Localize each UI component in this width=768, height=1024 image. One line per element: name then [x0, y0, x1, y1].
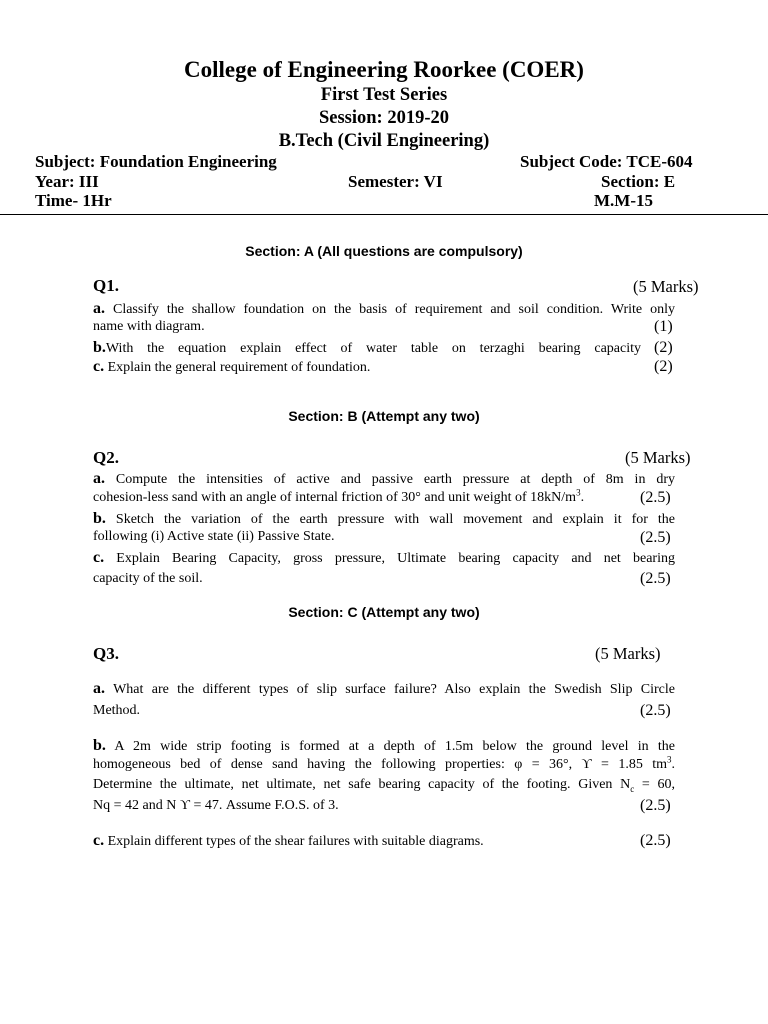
q1-a-label: a. [93, 300, 105, 317]
time: Time- 1Hr [35, 191, 112, 210]
q1-b-label: b. [93, 339, 106, 356]
q2-a-line2: cohesion-less sand with an angle of internal friction of 30° and unit weight of $18kN/m^3$. [93, 487, 585, 505]
q1-a-line2: name with diagram. [93, 319, 205, 334]
max-marks: M.M-15 [594, 191, 654, 210]
session: Session: 2019-20 [318, 108, 450, 128]
q2-c-line2: capacity of the soil. [93, 571, 203, 586]
q2-marks: (5 Marks) [625, 448, 691, 467]
section-c-heading: Section: C (Attempt any two) [288, 604, 480, 620]
subject-code: Subject Code: TCE-604 [520, 152, 693, 171]
college-title: College of Engineering Roorkee (COER) [184, 57, 584, 82]
q2-c-label: c. [93, 549, 105, 566]
semester: Semester: VI [348, 172, 443, 191]
subject: Subject: Foundation Engineering [35, 152, 277, 171]
q3-a-line1: a. What are the different types of slip surface failure? Also explain the Swedish Slip Circle [93, 680, 676, 697]
q2-b-line1: b. Sketch the variation of the earth pressure with wall movement and explain it for the [93, 510, 676, 527]
section: Section: E [601, 172, 676, 191]
q3-label: Q3. [93, 644, 119, 663]
q1-c-line1: c. Explain the general requirement of foundation. [93, 358, 371, 375]
q3-b-marks: (2.5) [640, 797, 671, 814]
q3-b-line1: b. A 2m wide strip footing is formed at a depth of 1.5m below the ground level in the [93, 737, 675, 754]
q3-a-label: a. [93, 680, 105, 697]
test-series: First Test Series [320, 85, 448, 105]
q2-b-marks: (2.5) [640, 529, 671, 546]
q1-b-marks: (2) [654, 339, 673, 356]
q2-b-line2: following (i) Active state (ii) Passive State. [93, 529, 335, 544]
q3-c-marks: (2.5) [640, 832, 671, 849]
q3-b-line3: Determine the ultimate, net ultimate, net safe bearing capacity of the footing. Given $N_c = 60$, [93, 777, 675, 794]
q1-label: Q1. [93, 276, 119, 295]
q1-c-label: c. [93, 358, 105, 375]
section-b-heading: Section: B (Attempt any two) [288, 408, 480, 424]
q3-marks: (5 Marks) [595, 644, 661, 663]
q1-b-line1: b.With the equation explain effect of water table on terzaghi bearing capacity [93, 339, 641, 356]
q2-a-line1: a. Compute the intensities of active and passive earth pressure at depth of 8m in dry [93, 470, 676, 487]
q3-b-line2: homogeneous bed of dense sand having the following properties: φ = 36°, ϒ = 1.85 $tm^3$. [93, 754, 675, 772]
q2-a-label: a. [93, 470, 105, 487]
q3-c-line1: c. Explain different types of the shear failures with suitable diagrams. [93, 832, 484, 849]
header-divider [0, 214, 768, 215]
q2-label: Q2. [93, 448, 119, 467]
program: B.Tech (Civil Engineering) [278, 131, 490, 151]
q1-c-marks: (2) [654, 358, 673, 375]
q3-a-marks: (2.5) [640, 702, 671, 719]
year: Year: III [35, 172, 99, 191]
q2-c-marks: (2.5) [640, 570, 671, 587]
q2-c-line1: c. Explain Bearing Capacity, gross pressure, Ultimate bearing capacity and net bearing [93, 549, 675, 566]
q2-b-label: b. [93, 510, 106, 527]
q1-marks: (5 Marks) [633, 277, 699, 296]
section-a-heading: Section: A (All questions are compulsory) [245, 243, 523, 259]
q3-c-label: c. [93, 832, 105, 849]
q3-b-line4: Nq = 42 and N ϒ = 47. Assume F.O.S. of 3. [93, 798, 339, 813]
q3-b-label: b. [93, 737, 106, 754]
q2-a-marks: (2.5) [640, 489, 671, 506]
q1-a-line1: a. Classify the shallow foundation on the basis of requirement and soil condition. Write only [93, 300, 676, 317]
q3-a-line2: Method. [93, 703, 141, 718]
q1-a-marks: (1) [654, 318, 673, 335]
